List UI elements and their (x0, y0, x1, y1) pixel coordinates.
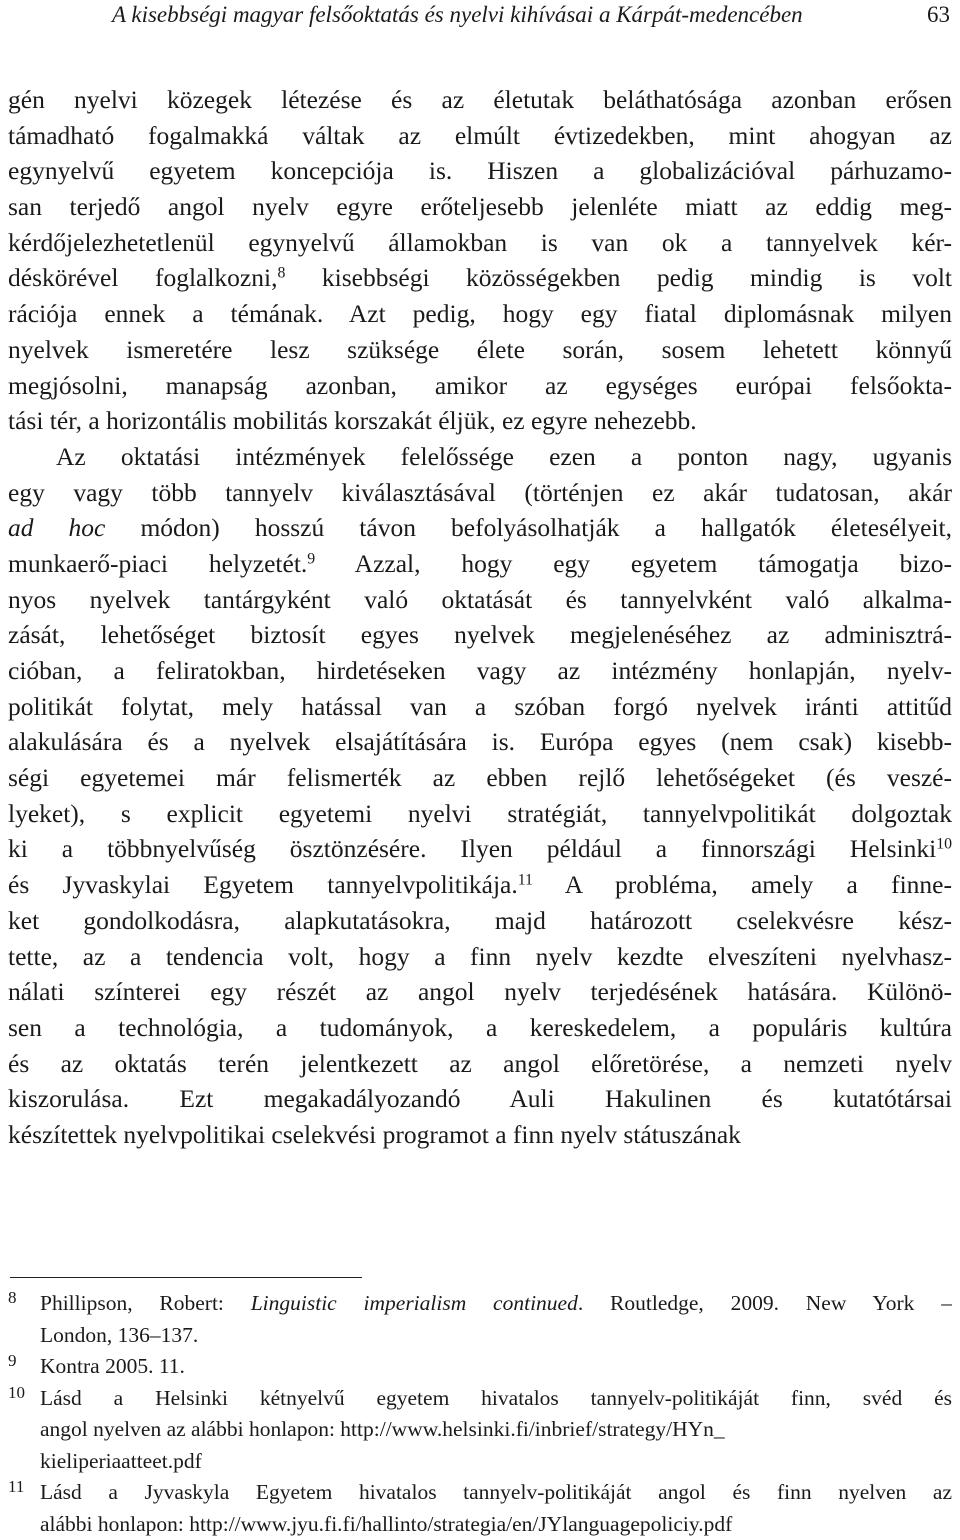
footnote-text: angol nyelven az alábbi honlapon: http://www.helsinki.fi/inbrief/strategy/HYn_ (40, 1417, 725, 1441)
footnotes (8, 1288, 952, 1540)
body-line: nyos nyelvek tantárgyként való oktatását és tannyelvként való alkalma- (8, 582, 952, 618)
body-line: ket gondolkodásra, alapkutatásokra, majd határozott cselekvésre kész- (8, 903, 952, 939)
body-line: sen a technológia, a tudományok, a kereskedelem, a populáris kultúra (8, 1010, 952, 1046)
body-line (8, 867, 952, 903)
body-line (8, 510, 952, 546)
body-line: támadható fogalmakká váltak az elmúlt évtizedekben, mint ahogyan az (8, 118, 952, 154)
body-line: tási tér, a horizontális mobilitás korszakát éljük, ez egyre nehezebb. (8, 403, 952, 439)
line-text: A probléma, amely a finne- (533, 870, 952, 899)
body-line: gén nyelvi közegek létezése és az életutak beláthatósága azonban erősen (8, 82, 952, 118)
line-text: ki a többnyelvűség ösztönzésére. Ilyen például a finnországi Helsinki (8, 834, 936, 863)
body-line (8, 831, 952, 867)
footnote-text: . Routledge, 2009. New York – (578, 1291, 952, 1315)
body-line: egy vagy több tannyelv kiválasztásával (történjen ez akár tudatosan, akár (8, 475, 952, 511)
footnote (8, 1351, 952, 1383)
body-line (8, 546, 952, 582)
body-line: politikát folytat, mely hatással van a szóban forgó nyelvek iránti attitűd (8, 689, 952, 725)
footnote-text: Phillipson, Robert: (40, 1291, 251, 1315)
body-line: ségi egyetemei már felismerték az ebben rejlő lehetőségeket (és veszé- (8, 760, 952, 796)
body-line: készítettek nyelvpolitikai cselekvési programot a finn nyelv státuszának (8, 1117, 952, 1153)
body-line: rációja ennek a témának. Azt pedig, hogy egy fiatal diplomásnak milyen (8, 296, 952, 332)
body-line: egynyelvű egyetem koncepciója is. Hiszen a globalizációval párhuzamo- (8, 153, 952, 189)
body-line: Az oktatási intézmények felelőssége ezen a ponton nagy, ugyanis (8, 439, 952, 475)
page-number: 63 (927, 0, 950, 30)
footnote-number: 9 (8, 1351, 17, 1377)
footnote (8, 1383, 952, 1478)
body-line: cióban, a feliratokban, hirdetéseken vagy az intézmény honlapján, nyelv- (8, 653, 952, 689)
line-text: módon) hosszú távon befolyásolhatják a hallgatók életesélyeit, (105, 513, 952, 542)
body-line: megjósolni, manapság azonban, amikor az egységes európai felsőokta- (8, 368, 952, 404)
footnote-number: 10 (8, 1383, 25, 1409)
line-text: kisebbségi közösségekben pedig mindig is volt (285, 263, 952, 292)
body-line: tette, az a tendencia volt, hogy a finn nyelv kezdte elveszíteni nyelvhasz- (8, 939, 952, 975)
footnote-line (8, 1477, 952, 1509)
footnote-text: Kontra 2005. 11. (40, 1354, 185, 1378)
footnote-line (8, 1383, 952, 1415)
line-text: Azzal, hogy egy egyetem támogatja bizo- (315, 549, 952, 578)
running-title: A kisebbségi magyar felsőoktatás és nyelvi kihívásai a Kárpát-medencében (112, 0, 803, 30)
footnote-title: Linguistic imperialism continued (251, 1291, 578, 1315)
body-line: zását, lehetőséget biztosít egyes nyelvek megjelenéséhez az adminisztrá- (8, 617, 952, 653)
footnote-reference: 9 (307, 550, 315, 567)
line-text: déskörével foglalkozni, (8, 263, 277, 292)
footnote-number: 8 (8, 1288, 17, 1314)
body-line: nálati színterei egy részét az angol nyelv terjedésének hatására. Különö- (8, 974, 952, 1010)
footnote-reference: 11 (518, 871, 533, 888)
footnote-reference: 10 (936, 836, 952, 853)
footnote-text: kieliperiaatteet.pdf (40, 1449, 202, 1473)
footnote-text: Lásd a Jyvaskyla Egyetem hivatalos tannyelv-politikáját angol és finn nyelven az (40, 1480, 952, 1504)
footnote-text: alábbi honlapon: http://www.jyu.fi.fi/hallinto/strategia/en/JYlanguagepoliciy.pdf (40, 1512, 732, 1536)
body-line: alakulására és a nyelvek elsajátítására is. Európa egyes (nem csak) kisebb- (8, 724, 952, 760)
footnote (8, 1477, 952, 1540)
italic-term: ad hoc (8, 513, 105, 542)
footnote-text: London, 136–137. (40, 1323, 198, 1347)
body-line: san terjedő angol nyelv egyre erőteljesebb jelenléte miatt az eddig meg- (8, 189, 952, 225)
footnote-text: Lásd a Helsinki kétnyelvű egyetem hivatalos tannyelv-politikáját finn, svéd és (40, 1386, 952, 1410)
footnote-reference: 8 (277, 265, 285, 282)
footnote-number: 11 (8, 1477, 24, 1503)
body-text (8, 82, 952, 1153)
line-text: munkaerő-piaci helyzetét. (8, 549, 307, 578)
footnote-line (8, 1320, 952, 1352)
footnote-line (8, 1509, 952, 1540)
footnote-line (8, 1446, 952, 1478)
body-line: kiszorulása. Ezt megakadályozandó Auli Hakulinen és kutatótársai (8, 1081, 952, 1117)
footnote-line (8, 1288, 952, 1320)
line-text: és Jyvaskylai Egyetem tannyelvpolitikája. (8, 870, 518, 899)
page-header (0, 0, 960, 40)
footnote-divider (10, 1277, 362, 1278)
body-line: és az oktatás terén jelentkezett az angol előretörése, a nemzeti nyelv (8, 1046, 952, 1082)
body-line: nyelvek ismeretére lesz szüksége élete során, sosem lehetett könnyű (8, 332, 952, 368)
footnote (8, 1288, 952, 1351)
footnote-line (8, 1351, 952, 1383)
body-line (8, 260, 952, 296)
body-line: kérdőjelezhetetlenül egynyelvű államokban is van ok a tannyelvek kér- (8, 225, 952, 261)
body-line: lyeket), s explicit egyetemi nyelvi stratégiát, tannyelvpolitikát dolgoztak (8, 796, 952, 832)
footnote-line (8, 1414, 952, 1446)
